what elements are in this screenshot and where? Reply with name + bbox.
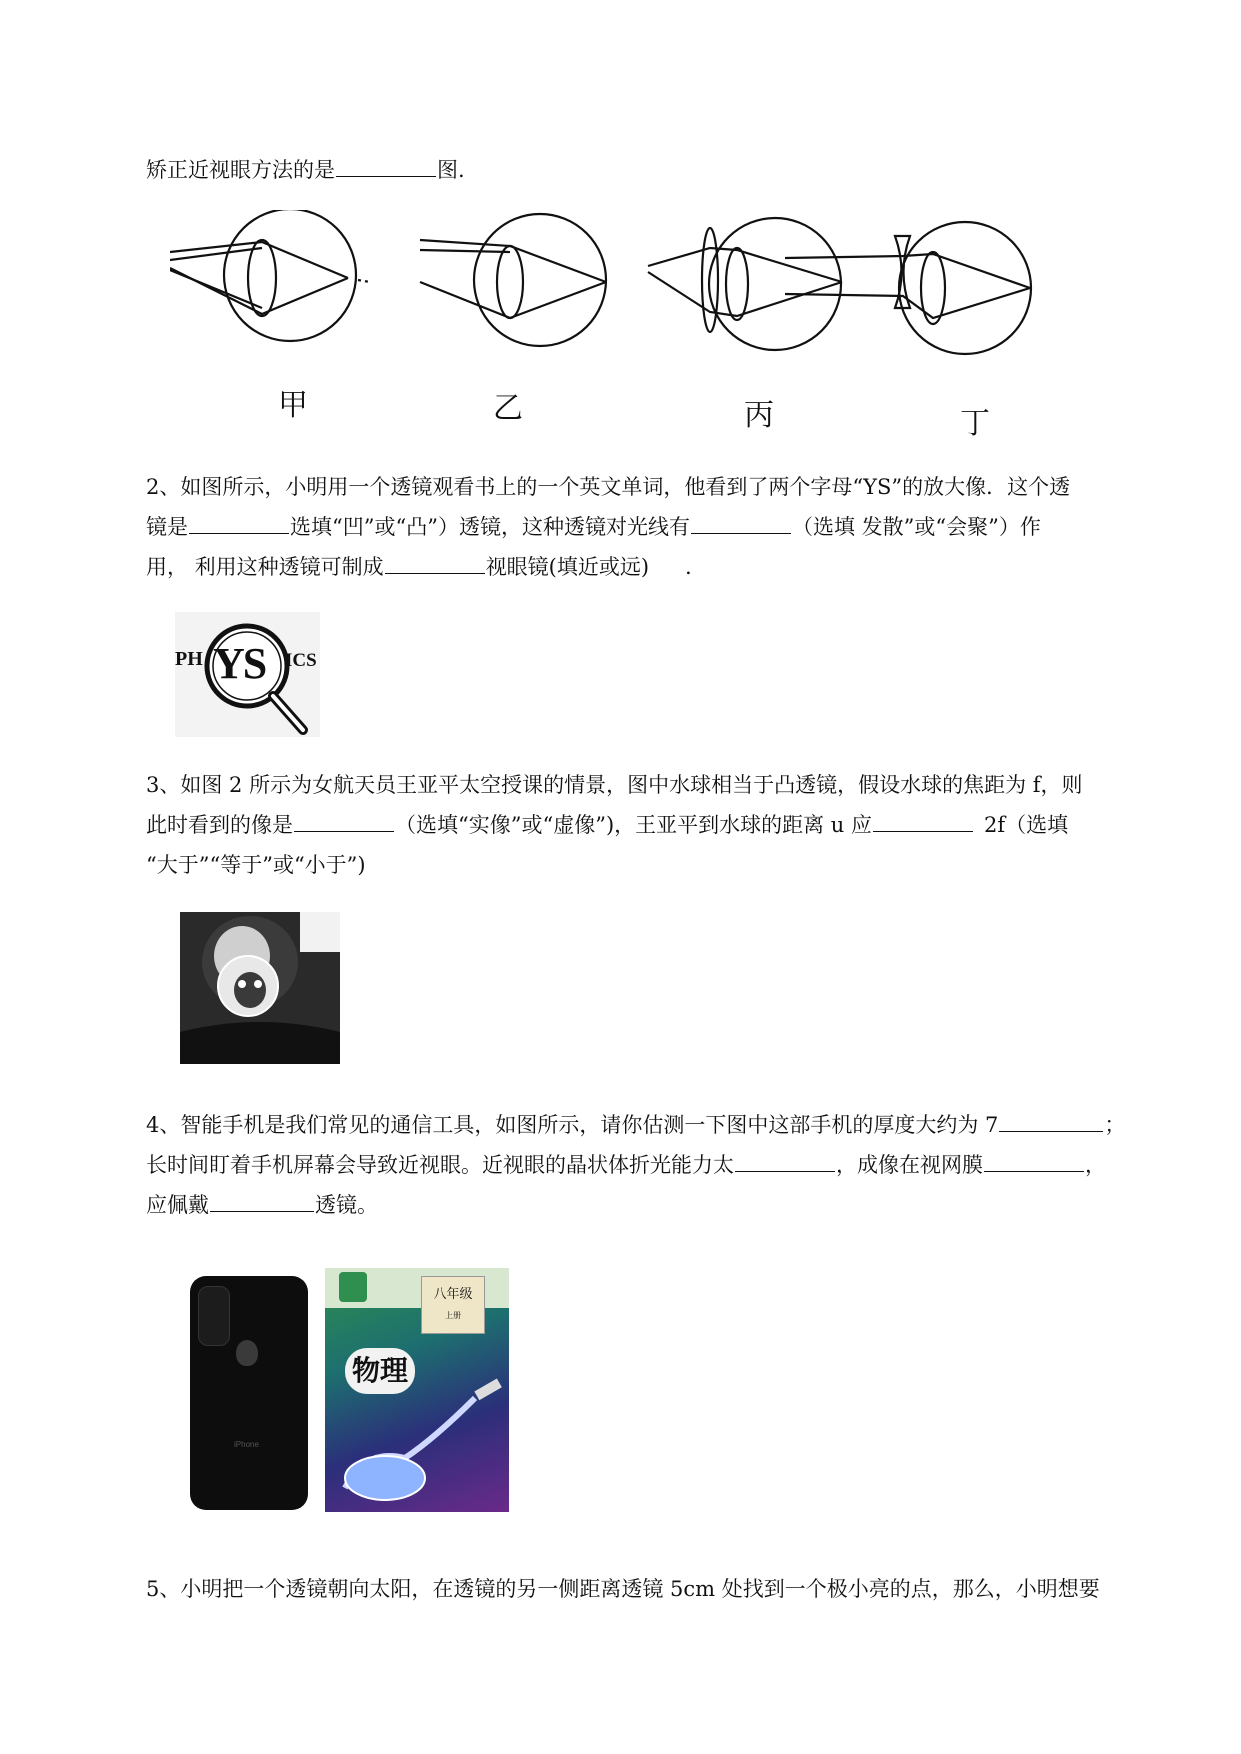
q2-line-1: 2、如图所示，小明用一个透镜观看书上的一个英文单词，他看到了两个字母“YS”的放大像．这个透 <box>146 475 1071 499</box>
q4-line-1: 4、智能手机是我们常见的通信工具，如图所示，请你估测一下图中这部手机的厚度大约为 7 ； <box>146 1113 1126 1137</box>
magnifier-lens-text: YS <box>213 639 266 688</box>
q3-line-2: 此时看到的像是 （选填“实像”或“虚像”)，王亚平到水球的距离 u 应 2f（选填 <box>146 813 1069 837</box>
figure-label-jia: 甲 <box>278 388 308 423</box>
guitar-illustration <box>325 1378 509 1512</box>
magnifier-left-text: PH <box>175 648 203 670</box>
q2-blank-glasses[interactable] <box>385 553 485 574</box>
q5-line-1: 5、小明把一个透镜朝向太阳，在透镜的另一侧距离透镜 5cm 处找到一个极小亮的点，那么，小明想要 <box>146 1577 1100 1601</box>
eye-diagram-bing <box>648 218 842 350</box>
q2-line-3: 用， 利用这种透镜可制成 视眼镜(填近或远) ． <box>146 555 707 579</box>
q3-line-1: 3、如图 2 所示为女航天员王亚平太空授课的情景，图中水球相当于凸透镜，假设水球的焦距为 f，则 <box>146 773 1083 797</box>
q3-blank-distance[interactable] <box>873 811 973 832</box>
apple-logo-icon <box>236 1340 258 1366</box>
q4-blank-unit[interactable] <box>999 1111 1103 1132</box>
figure-label-yi: 乙 <box>493 391 523 426</box>
q2-line-2: 镜是 选填“凹”或“凸”）透镜，这种透镜对光线有 （选填 发散”或“会聚”）作 <box>146 515 1041 539</box>
magnifier-right-text: ICS <box>285 650 317 671</box>
eye-diagram-yi <box>420 214 606 346</box>
q2-blank-lens-type[interactable] <box>189 513 289 534</box>
q1-text-end: 图. <box>437 158 465 182</box>
q3-line-3: “大于”“等于”或“小于”) <box>146 853 366 877</box>
q2-blank-effect[interactable] <box>691 513 791 534</box>
q4-line-3: 应佩戴 透镜。 <box>146 1193 378 1217</box>
phone-brand-text: iPhone <box>234 1440 259 1449</box>
figure-label-bing: 丙 <box>744 398 774 433</box>
camera-module-icon <box>198 1286 230 1346</box>
book-volume: 上册 <box>445 1311 461 1320</box>
book-title: 物理 <box>345 1348 415 1394</box>
physics-textbook-cover <box>325 1268 509 1512</box>
q1-answer-blank[interactable] <box>336 156 436 177</box>
q4-blank-retina-position[interactable] <box>984 1151 1084 1172</box>
astronaut-water-ball-photo <box>180 912 340 1064</box>
q1-text: 矫正近视眼方法的是 <box>146 158 335 182</box>
eye-diagram-jia <box>170 210 370 341</box>
q4-blank-refraction[interactable] <box>735 1151 835 1172</box>
figure-label-ding: 丁 <box>960 406 990 441</box>
q3-blank-image-type[interactable] <box>294 811 394 832</box>
q4-line-2: 长时间盯着手机屏幕会导致近视眼。近视眼的晶状体折光能力太 ，成像在视网膜 ， <box>146 1153 1106 1177</box>
magnifier-figure <box>175 612 320 737</box>
book-grade: 八年级 <box>433 1287 473 1302</box>
q4-blank-lens[interactable] <box>210 1191 314 1212</box>
smartphone-image <box>190 1276 308 1510</box>
q1-tail-line <box>146 155 1156 185</box>
publisher-logo-icon <box>339 1272 367 1302</box>
